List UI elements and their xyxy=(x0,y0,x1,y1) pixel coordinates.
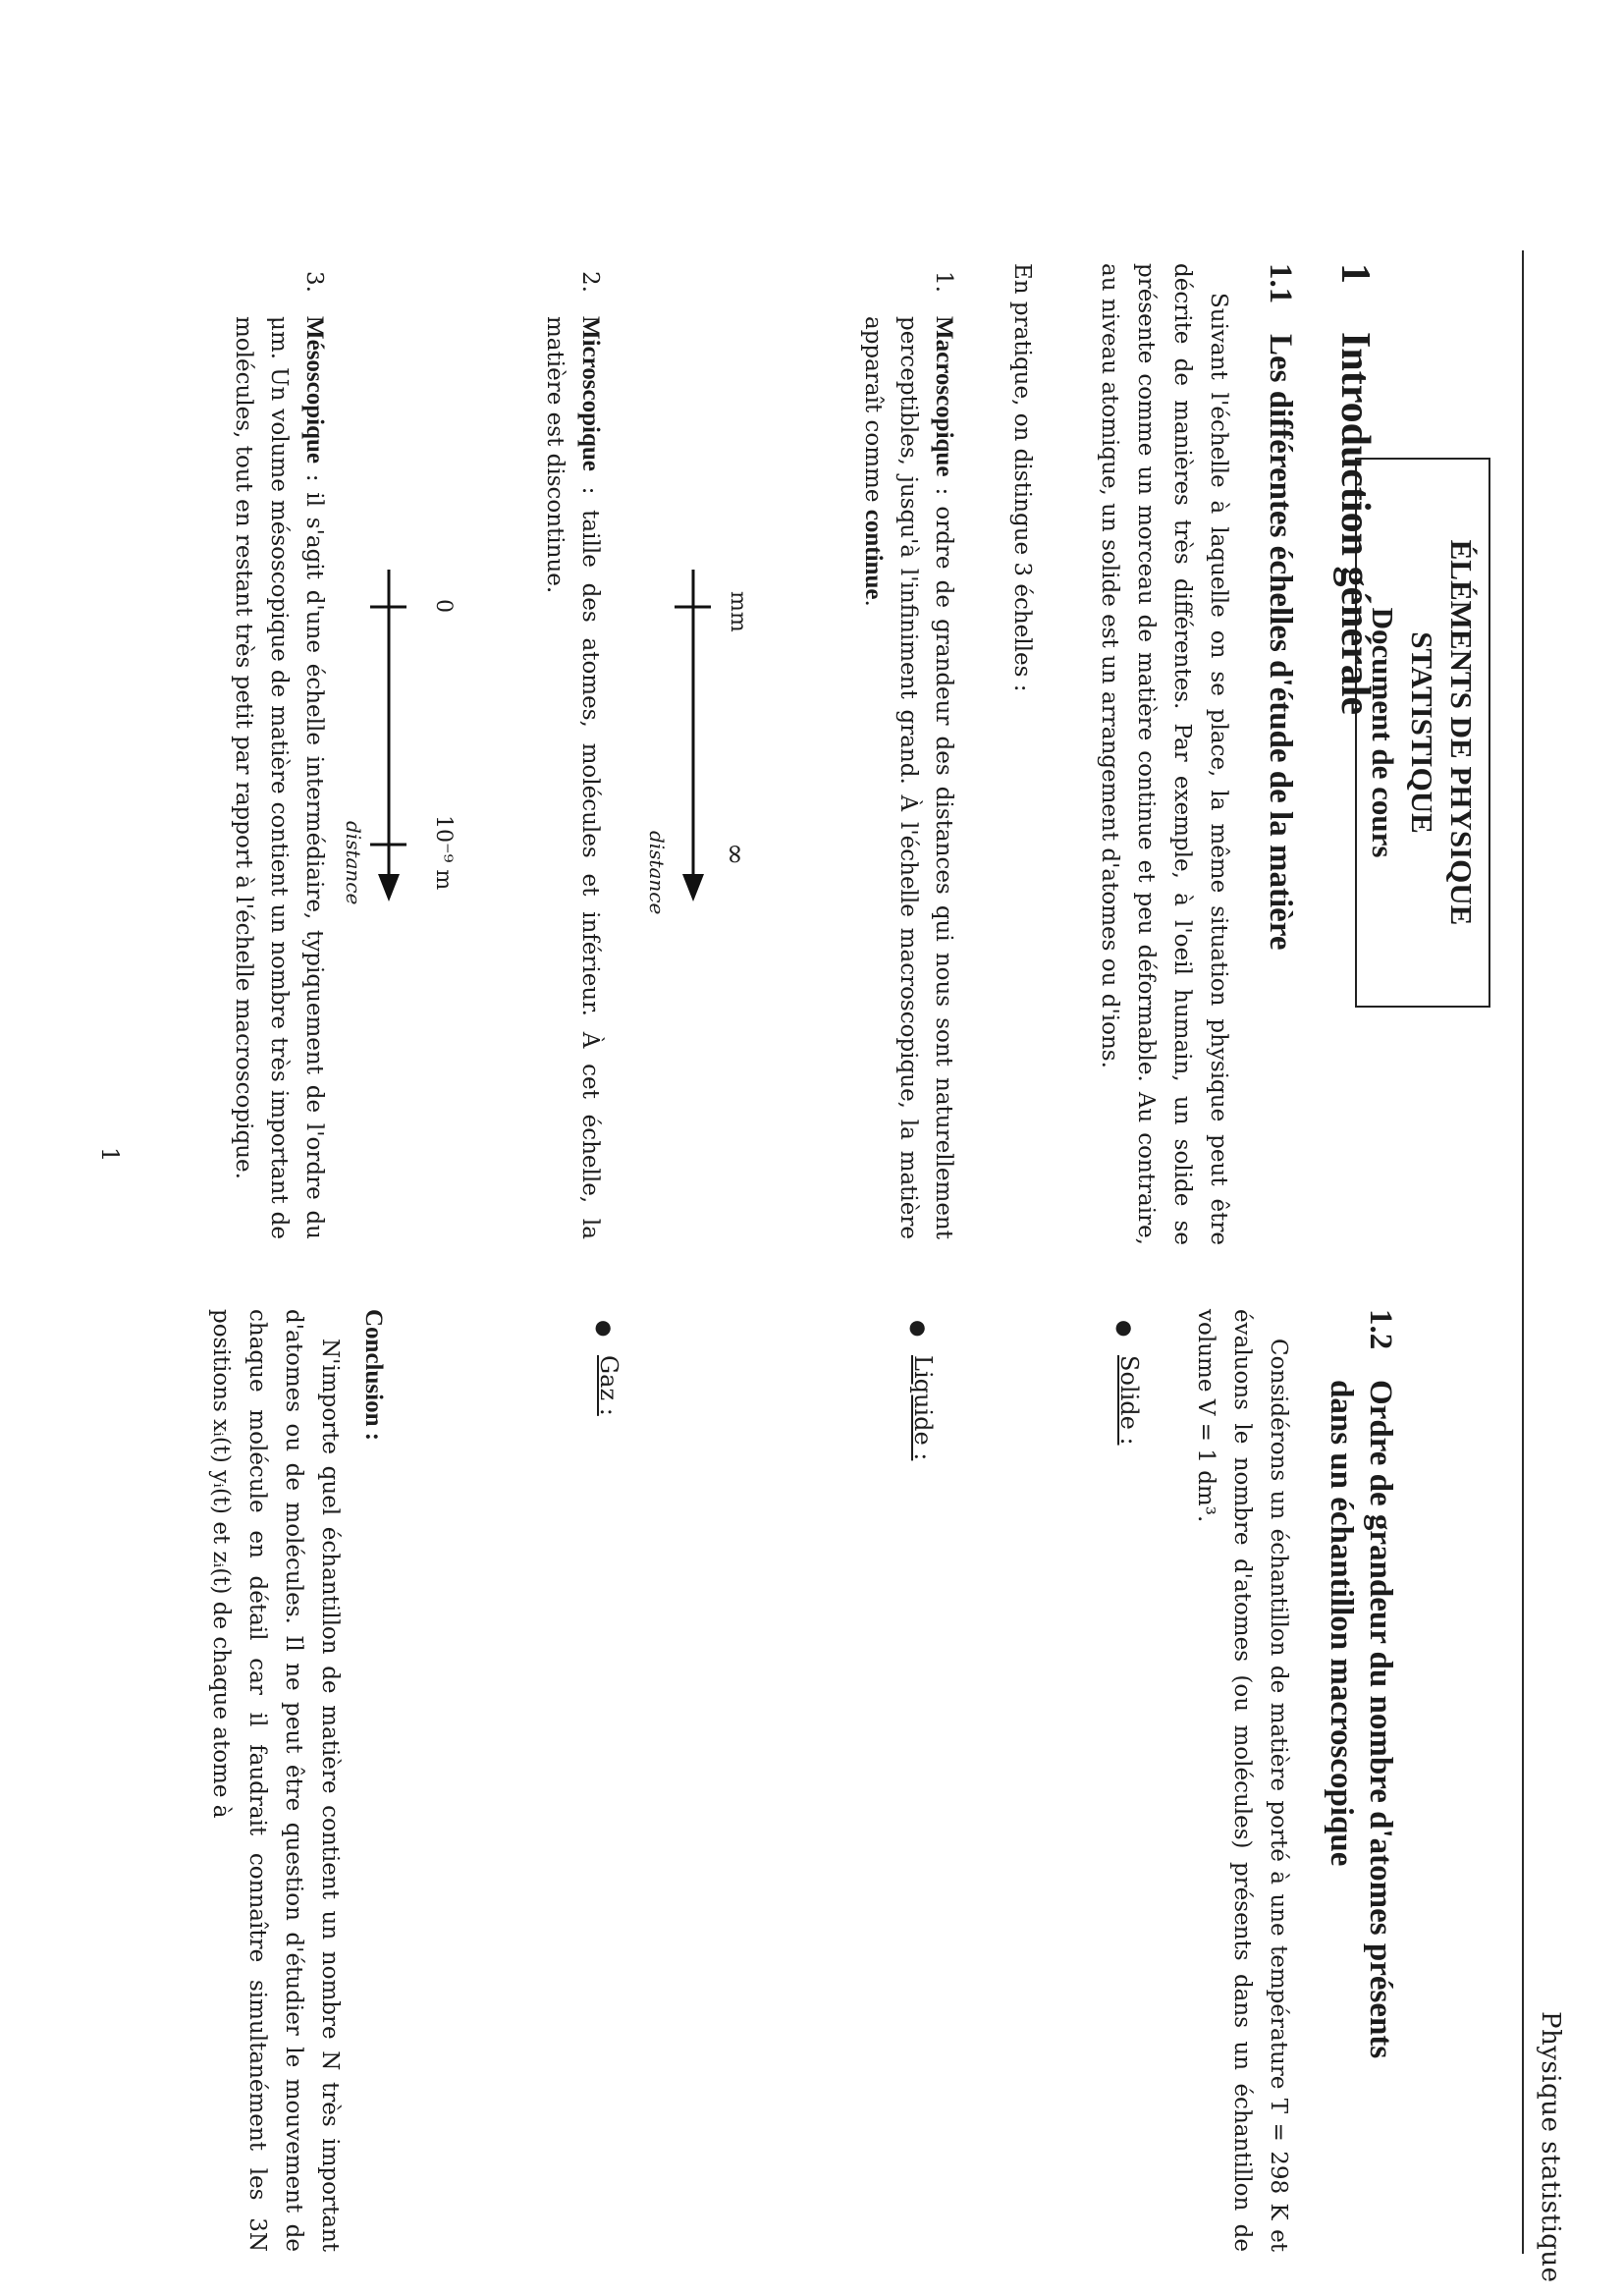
section-1-title: Introduction générale xyxy=(1332,332,1378,716)
bullet-gaz: Gaz : xyxy=(595,1355,623,1416)
section-1-2-heading xyxy=(1322,1309,1400,2252)
section-1-1-number: 1.1 xyxy=(1263,263,1298,304)
macro-axis-label: distance xyxy=(645,831,669,915)
section-1-1-title: Les différentes échelles d'étude de la matière xyxy=(1263,334,1298,951)
section-1-heading xyxy=(1331,263,1379,715)
bullet-liquide: Liquide : xyxy=(909,1355,937,1461)
micro-axis-label: distance xyxy=(342,821,365,905)
item-text-end: . xyxy=(860,599,886,607)
conclusion-title: Conclusion : xyxy=(360,1309,387,1442)
section-1-2-line2 xyxy=(1322,1309,1361,2252)
scale-item-macroscopic xyxy=(855,271,961,1239)
micro-end-label: 10⁻⁹ m xyxy=(431,815,456,891)
intro-paragraph-1-2: Considérons un échantillon de matière porté à une température T = 298 K et évaluons le nombre d'atomes (ou molécules) présents dans un échantillon de volume V = 1 dm³. xyxy=(1193,1309,1291,2252)
document-subtitle: Document de cours xyxy=(1366,607,1400,858)
document-title: ÉLÉMENTS DE PHYSIQUE STATISTIQUE xyxy=(1405,539,1479,926)
micro-tick-label: 0 xyxy=(431,599,456,613)
running-title: Physique statistique xyxy=(1536,2011,1565,2283)
section-1-1-intro xyxy=(1091,263,1236,1245)
scale-item-microscopic xyxy=(537,271,608,1239)
macro-end-label: ∞ xyxy=(720,843,752,866)
intro-paragraph: Suivant l'échelle à laquelle on se place, la même situation physique peut être décrite de manières très différentes. Par exemple, à l'oeil humain, un solide se présente comme un morceau de matière continue et peu déformable. Au contraire, au niveau atomique, un solide est un arrangement d'atomes ou d'ions. xyxy=(1097,263,1231,1245)
item-term: Mésoscopique xyxy=(301,316,328,464)
scale-item-mesoscopic xyxy=(226,271,332,1239)
scales-lead-text: En pratique, on distingue 3 échelles : xyxy=(1009,263,1035,692)
conclusion-paragraph xyxy=(202,1309,348,2252)
bullet-dot: ● xyxy=(907,1320,931,1338)
macro-tick-label: mm xyxy=(726,591,750,632)
item-number: 1. xyxy=(931,271,956,293)
bullet-solide: Solide : xyxy=(1115,1355,1143,1446)
header-rule xyxy=(1522,250,1524,2254)
item-text-bold: continue xyxy=(860,509,887,600)
item-text: : taille des atomes, molécules et inférieur. À cet échelle, la matière est discontinue. xyxy=(542,316,603,1239)
item-term: Microscopique xyxy=(577,316,604,471)
scales-lead xyxy=(1003,263,1040,1245)
section-1-number: 1 xyxy=(1332,263,1378,284)
item-text: : ordre de grandeur des distances qui nous sont naturellement perceptibles, jusqu'à l'infiniment grand. À l'échelle macroscopique, la matière apparaît comme xyxy=(860,316,956,1239)
page-number: 1 xyxy=(96,1147,124,1163)
item-term: Macroscopique xyxy=(931,316,957,477)
item-number: 2. xyxy=(577,271,603,293)
conclusion-text: N'importe quel échantillon de matière contient un nombre N très important d'atomes ou de molécules. Il ne peut être question d'étudier le mouvement de chaque molécule en détail car il faudrait connaître simultanément les 3N positions xᵢ(t) yᵢ(t) et zᵢ(t) de chaque atome à xyxy=(208,1309,343,2252)
bullet-dot: ● xyxy=(1113,1320,1137,1338)
section-1-2-title-line1: Ordre de grandeur du nombre d'atomes présents xyxy=(1363,1380,1398,2059)
section-1-2-title-line2: dans un échantillon macroscopique xyxy=(1324,1380,1359,1867)
section-1-1-heading xyxy=(1261,263,1300,950)
item-number: 3. xyxy=(301,271,327,293)
section-1-2-number: 1.2 xyxy=(1363,1309,1398,1350)
bullet-dot: ● xyxy=(593,1320,617,1338)
item-text: : il s'agit d'une échelle intermédiaire, typiquement de l'ordre du μm. Un volume mésoscopique de matière contient un nombre très important de molécules, tout en restant très petit par rapport à l'échelle macroscopique. xyxy=(231,316,327,1239)
section-1-2-intro xyxy=(1187,1309,1296,2252)
section-1-2-line1 xyxy=(1361,1309,1400,2252)
